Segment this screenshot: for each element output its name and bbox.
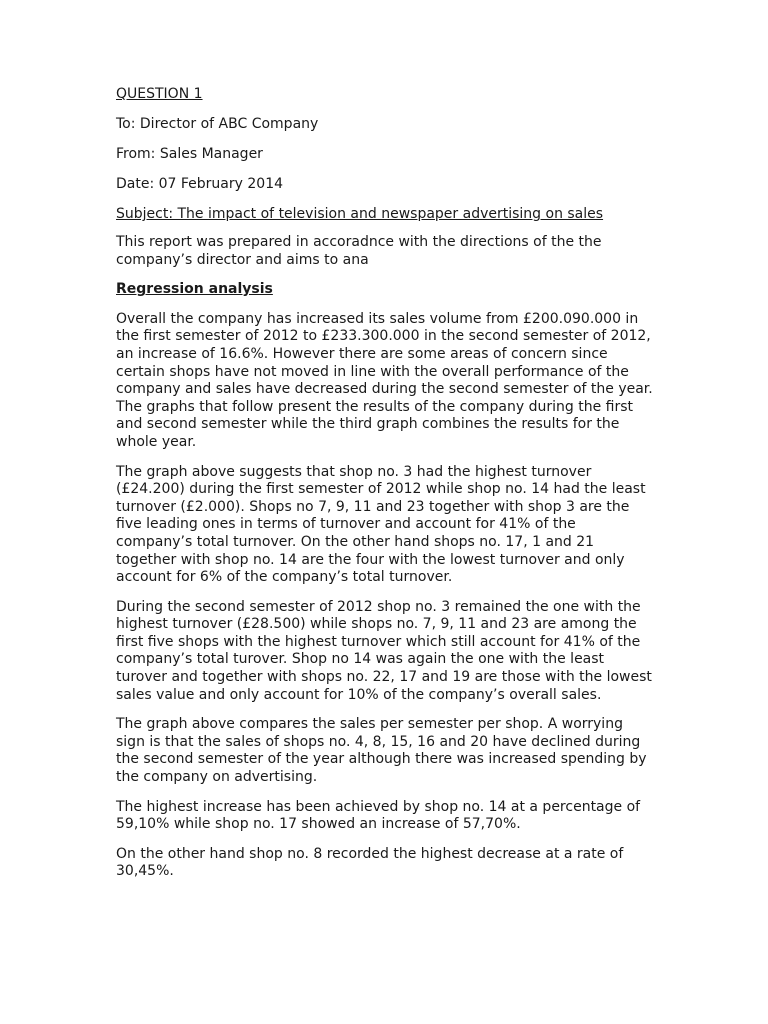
- body-paragraph-4: The graph above compares the sales per semester per shop. A worrying sign is that the sales of shops no. 4, 8, 15, 16 and 20 have declined during the second semester of the year although there was increased spending by the company on advertising.: [116, 716, 647, 786]
- body-paragraph-5: The highest increase has been achieved by shop no. 14 at a percentage of 59,10% while shop no. 17 showed an increase of 57,70%.: [116, 798, 641, 833]
- intro-paragraph: This report was prepared in accoradnce with the directions of the the company’s director and aims to ana: [116, 234, 602, 268]
- memo-subject: Subject: The impact of television and newspaper advertising on sales: [116, 206, 604, 222]
- body-paragraph-2: The graph above suggests that shop no. 3 had the highest turnover (£24.200) during the first semester of 2012 while shop no. 14 had the least turnover (£2.000). Shops no 7, 9, 11 and 23 together with shop 3 are the five leading ones in terms of turnover and account for 41% of the company’s total turnover. On the other hand shops no. 17, 1 and 21 together with shop no. 14 are the four with the lowest turnover and only account for 6% of the company’s total turnover.: [116, 463, 646, 586]
- memo-from: From: Sales Manager: [116, 146, 263, 162]
- body-paragraph-3: During the second semester of 2012 shop no. 3 remained the one with the highest turnover (£28.500) while shops no. 7, 9, 11 and 23 are among the first five shops with the highest turnover which still account for 41% of the company’s total turover. Shop no 14 was again the one with the least turover and together with shops no. 22, 17 and 19 are those with the lowest sales value and only account for 10% of the company’s overall sales.: [116, 598, 652, 703]
- body-paragraph-1: Overall the company has increased its sales volume from £200.090.000 in the first semester of 2012 to £233.300.000 in the second semester of 2012, an increase of 16.6%. However there are some areas of concern since certain shops have not moved in line with the overall performance of the company and sales have decreased during the second semester of the year. The graphs that follow present the results of the company during the first and second semester while the third graph combines the results for the whole year.: [116, 310, 653, 450]
- body-paragraph-6: On the other hand shop no. 8 recorded the highest decrease at a rate of 30,45%.: [116, 845, 624, 880]
- memo-to: To: Director of ABC Company: [116, 116, 319, 132]
- section-title: Regression analysis: [116, 281, 273, 298]
- document-page: [116, 86, 656, 893]
- question-heading: QUESTION 1: [116, 86, 203, 102]
- memo-date: Date: 07 February 2014: [116, 176, 284, 192]
